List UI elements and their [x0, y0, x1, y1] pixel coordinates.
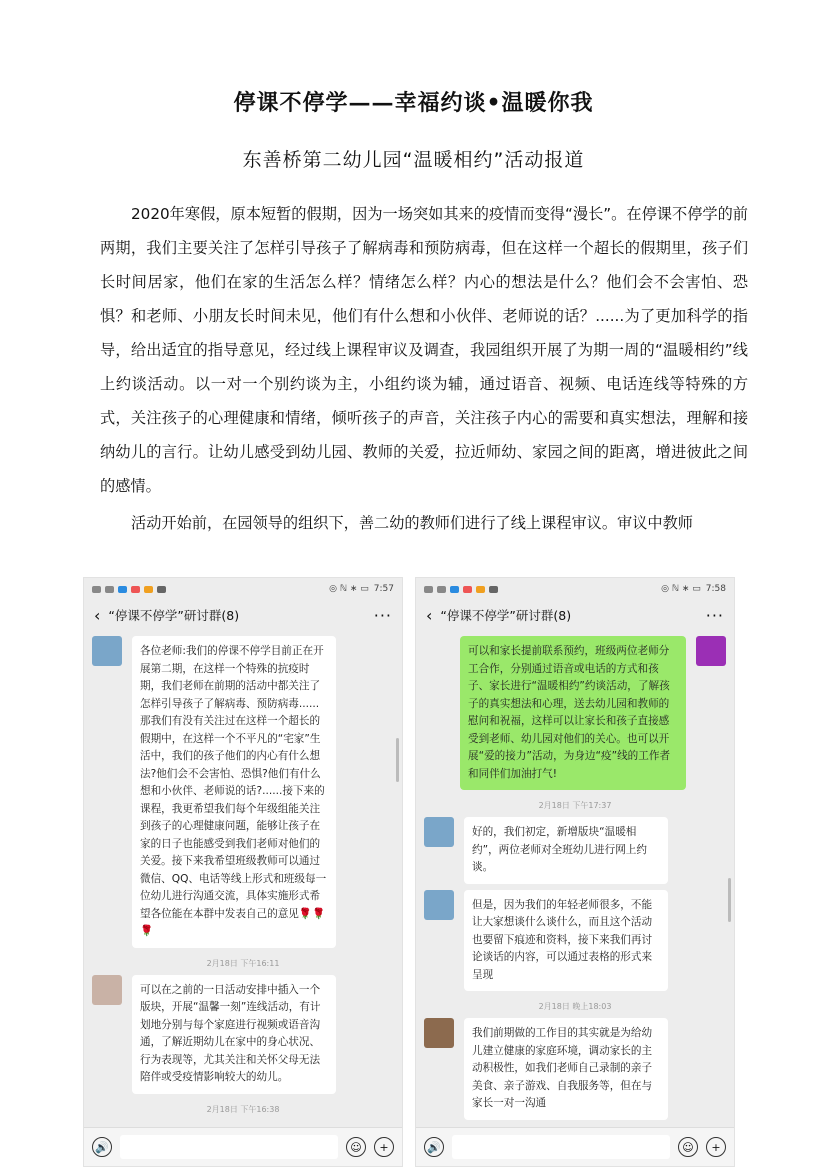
chat-header	[84, 600, 402, 630]
plus-icon[interactable]: +	[374, 1137, 394, 1157]
chat-message	[424, 890, 726, 992]
avatar[interactable]	[92, 636, 122, 666]
chat-header	[416, 600, 734, 630]
status-icons-left	[92, 586, 166, 593]
plus-icon[interactable]: +	[706, 1137, 726, 1157]
message-timestamp: 2月18日 晚上18:03	[538, 1002, 612, 1011]
chat-message	[424, 636, 726, 790]
message-input[interactable]	[120, 1135, 338, 1159]
more-icon[interactable]: ···	[373, 605, 392, 625]
chat-message	[92, 975, 394, 1094]
chevron-left-icon[interactable]: ‹	[94, 605, 101, 625]
status-icons-left	[424, 586, 498, 593]
status-bar	[416, 578, 734, 600]
emoji-icon[interactable]: ☺	[346, 1137, 366, 1157]
chat-title: “停课不停学”研讨群(8)	[440, 608, 572, 623]
chat-message	[424, 1018, 726, 1120]
avatar[interactable]	[92, 975, 122, 1005]
status-icons-right: ◎ ℕ ∗ ▭	[661, 584, 701, 594]
message-bubble[interactable]: 好的，我们初定，新增版块“温暖相约”，两位老师对全班幼儿进行网上约谈。	[464, 817, 668, 884]
message-bubble[interactable]: 但是，因为我们的年轻老师很多，不能让大家想谈什么谈什么，而且这个活动也要留下痕迹和资料，接下来我们再讨论谈话的内容，可以通过表格的形式来呈现	[464, 890, 668, 992]
avatar[interactable]	[696, 636, 726, 666]
message-bubble[interactable]: 可以和家长提前联系预约，班级两位老师分工合作，分别通过语音或电话的方式和孩子、家长进行“温暖相约”约谈活动，了解孩子的真实想法和心理，送去幼儿园和教师的慰问和祝福，这样可以让家长和孩子直接感受到老师、幼儿园对他们的关心。也可以开展“爱的接力”活动，为身边“疫”线的工作者和同伴们加油打气!	[460, 636, 686, 790]
message-timestamp: 2月18日 下午16:11	[206, 958, 280, 968]
avatar[interactable]	[424, 1018, 454, 1048]
chat-screenshot	[415, 577, 735, 1167]
document-title: 停课不停学——幸福约谈•温暖你我	[233, 90, 594, 116]
message-timestamp: 2月18日 下午17:37	[538, 801, 612, 810]
message-bubble[interactable]: 各位老师:我们的停课不停学目前正在开展第二期，在这样一个特殊的抗疫时期，我们老师在前期的活动中都关注了怎样引导孩子了解病毒、预防病毒......那我们有没有关注过在这样一个超长的假期中，在这样一个不平凡的“宅家”生活中，我们的孩子他们的内心有什么想法?他们会不会害怕、恐惧?他们有什么想和小伙伴、老师说的话?......接下来的课程，我更希望我们每个年级组能关注到孩子的心理健康问题，能够让孩子在家的日子也能感受到我们老师对他们的关爱。接下来我希望班级教师可以通过微信、QQ、电话等线上形式和班级每一位幼儿进行沟通交流，具体实施形式希望各位能在本群中发表自己的意见🌹🌹🌹	[132, 636, 336, 948]
status-icons-right: ◎ ℕ ∗ ▭	[329, 584, 369, 594]
chat-messages	[84, 630, 402, 1128]
message-input[interactable]	[452, 1135, 670, 1159]
status-bar	[84, 578, 402, 600]
paragraph: 活动开始前，在园领导的组织下，善二幼的教师们进行了线上课程审议。审议中教师	[131, 514, 693, 532]
scrollbar[interactable]	[728, 878, 731, 922]
chat-message	[92, 636, 394, 948]
voice-icon[interactable]: 🔊	[92, 1137, 112, 1157]
message-bubble[interactable]: 我们前期做的工作目的其实就是为给幼儿建立健康的家庭环境，调动家长的主动积极性，如我们老师自己录制的亲子美食、亲子游戏、自我服务等，但在与家长一对一沟通	[464, 1018, 668, 1120]
chat-messages	[416, 630, 734, 1128]
input-bar	[84, 1127, 402, 1166]
scrollbar[interactable]	[396, 738, 399, 782]
chevron-left-icon[interactable]: ‹	[426, 605, 433, 625]
emoji-icon[interactable]: ☺	[678, 1137, 698, 1157]
avatar[interactable]	[424, 817, 454, 847]
voice-icon[interactable]: 🔊	[424, 1137, 444, 1157]
avatar[interactable]	[424, 890, 454, 920]
message-timestamp: 2月18日 下午16:38	[206, 1104, 280, 1114]
input-bar	[416, 1127, 734, 1166]
chat-title: “停课不停学”研讨群(8)	[108, 608, 240, 623]
chat-message	[424, 817, 726, 884]
more-icon[interactable]: ···	[705, 605, 724, 625]
paragraph: 2020年寒假，原本短暂的假期，因为一场突如其来的疫情而变得“漫长”。在停课不停学的前两期，我们主要关注了怎样引导孩子了解病毒和预防病毒，但在这样一个超长的假期里，孩子们长时间居家，他们在家的生活怎么样？情绪怎么样？内心的想法是什么？他们会不会害怕、恐惧？和老师、小朋友长时间未见，他们有什么想和小伙伴、老师说的话？......为了更加科学的指导，给出适宜的指导意见，经过线上课程审议及调查，我园组织开展了为期一周的“温暖相约”线上约谈活动。以一对一个别约谈为主，小组约谈为辅，通过语音、视频、电话连线等特殊的方式，关注孩子的心理健康和情绪，倾听孩子的声音，关注孩子内心的需要和真实想法，理解和接纳幼儿的言行。让幼儿感受到幼儿园、教师的关爱，拉近师幼、家园之间的距离，增进彼此之间的感情。	[100, 205, 748, 495]
document-subtitle: 东善桥第二幼儿园“温暖相约”活动报道	[242, 149, 585, 171]
status-time: 7:58	[705, 584, 726, 594]
chat-screenshot	[83, 577, 403, 1167]
message-bubble[interactable]: 可以在之前的一日活动安排中插入一个版块，开展“温馨一刻”连线活动，有计划地分别与每个家庭进行视频或语音沟通，了解近期幼儿在家中的身心状况、行为表现等，尤其关注和关怀父母无法陪伴或受疫情影响较大的幼儿。	[132, 975, 336, 1094]
status-time: 7:57	[373, 584, 394, 594]
